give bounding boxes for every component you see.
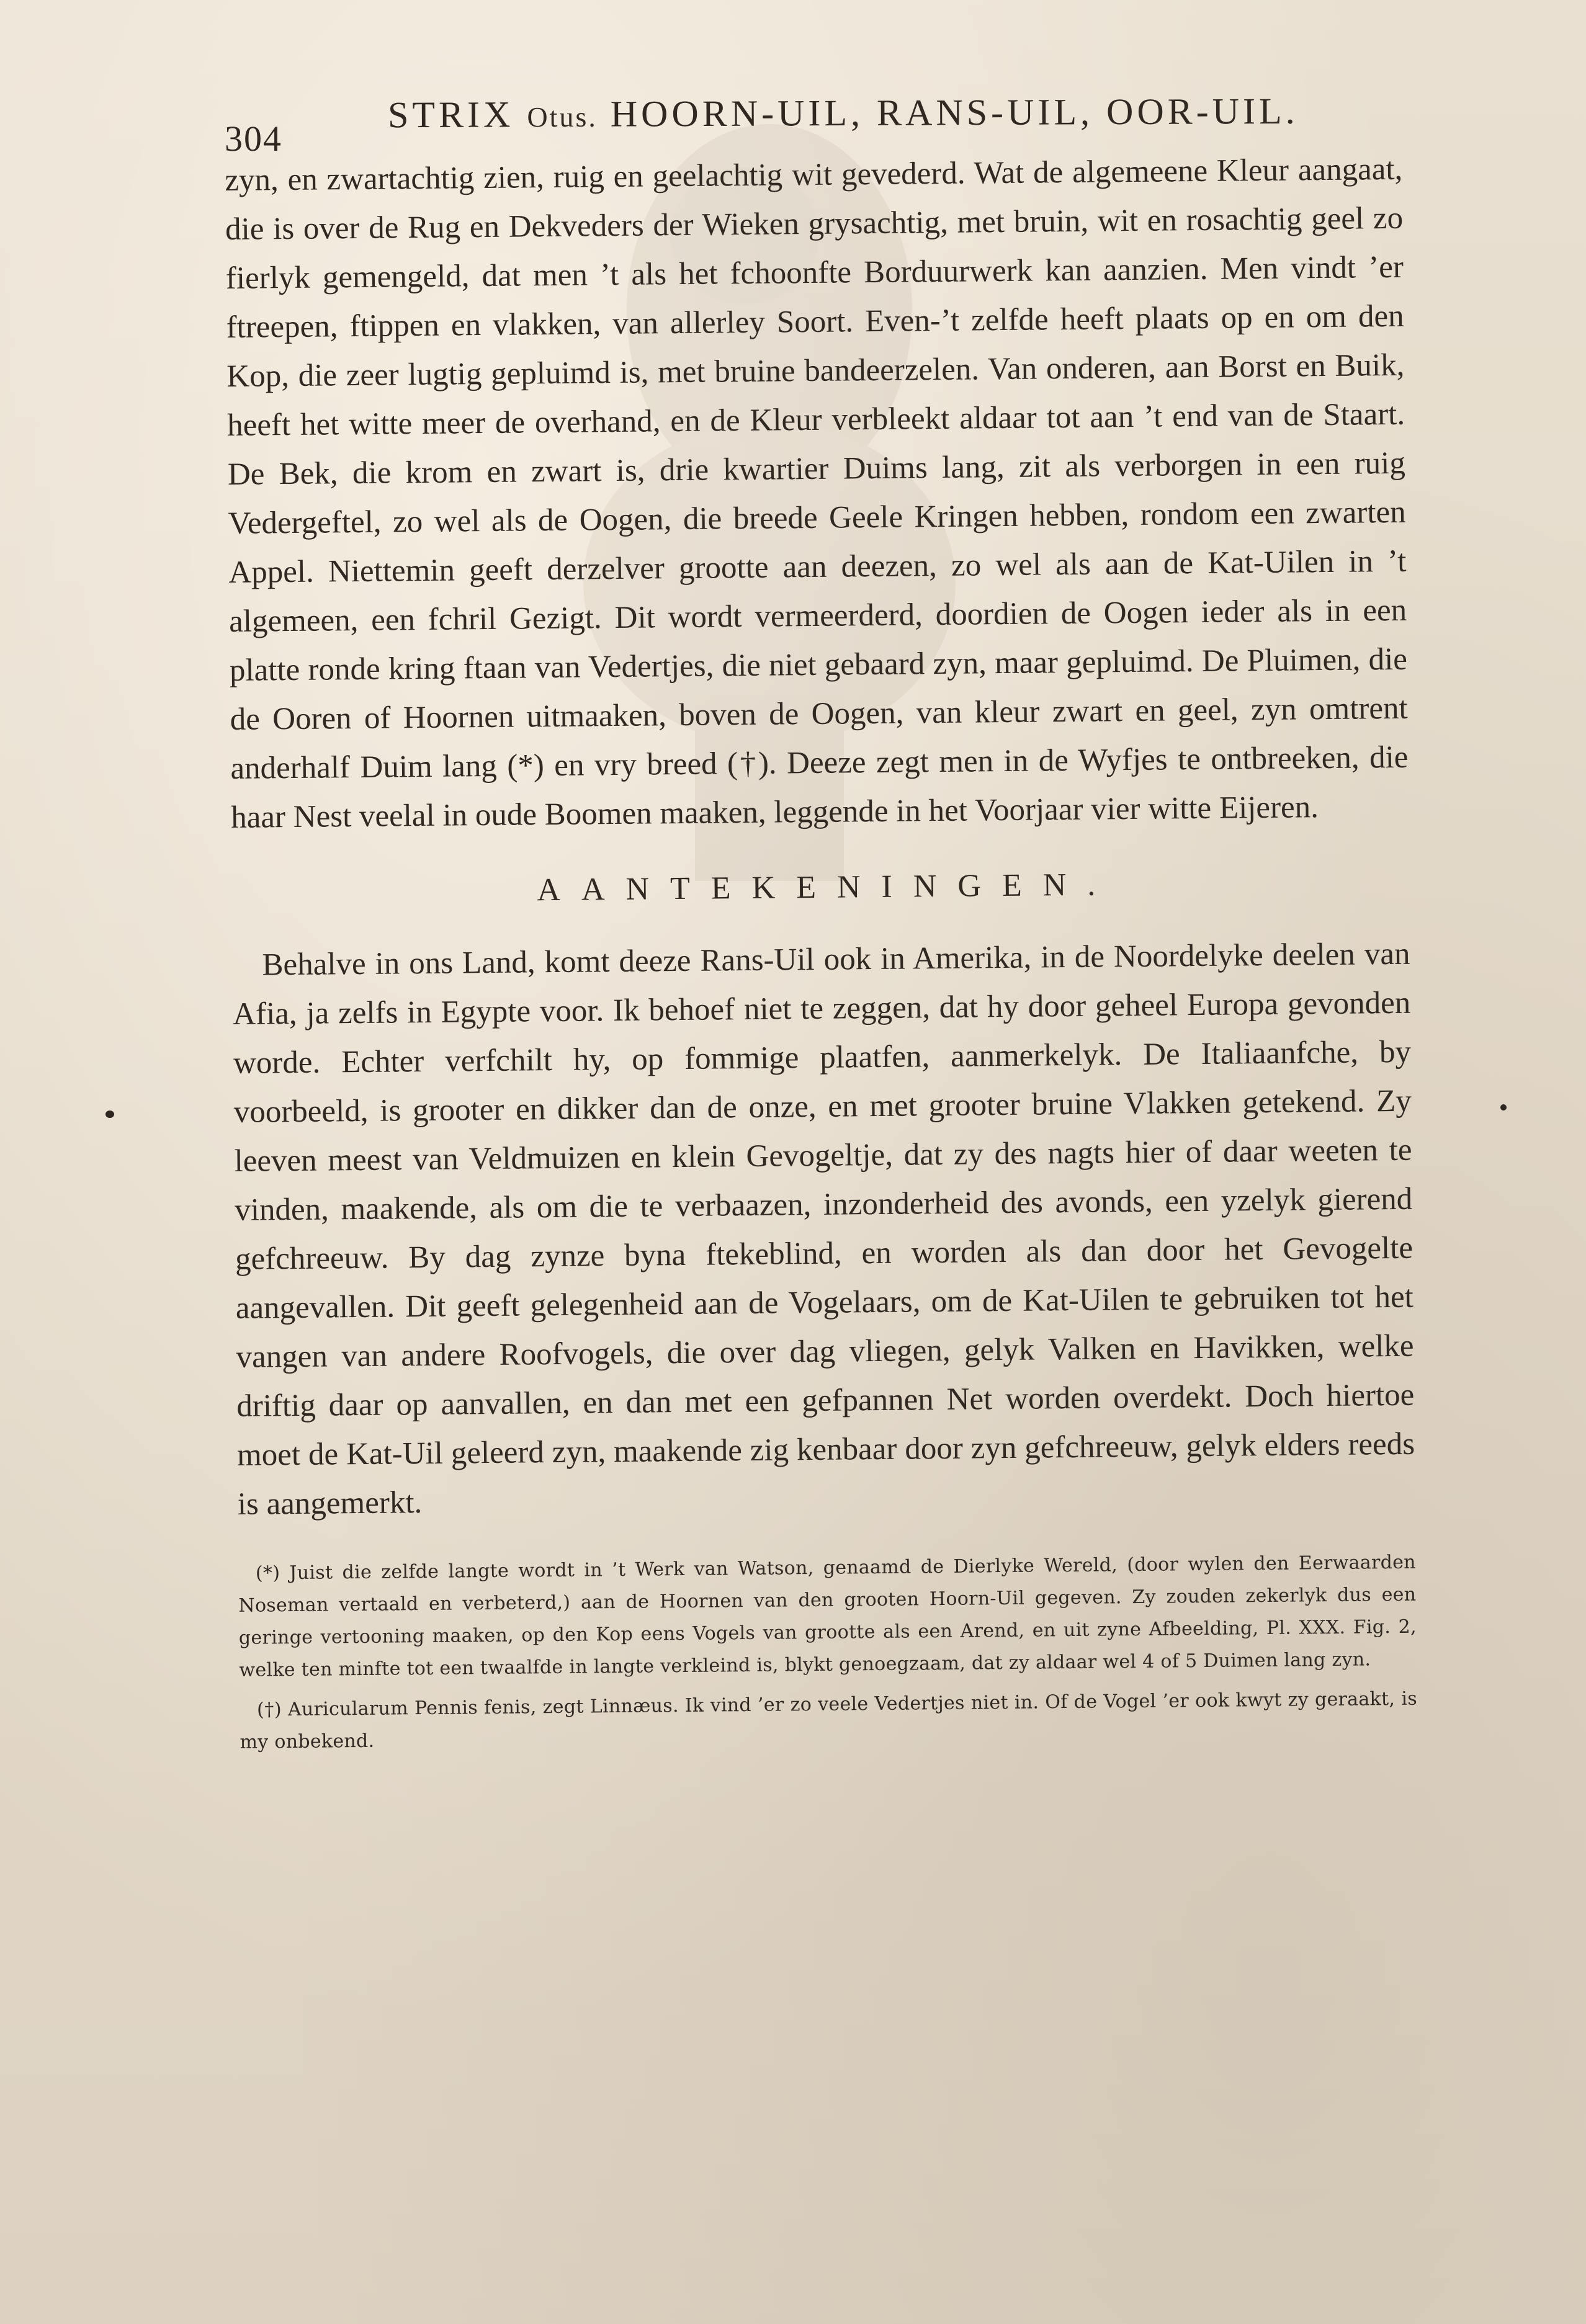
footnote-dagger: (†) Auricularum Pennis fenis, zegt Linnæus. Ik vind ’er zo veele Vedertjes niet in. Of de Vogel ’er ook kwyt zy geraakt, is my onbekend. [240, 1687, 1418, 1753]
main-paragraph: zyn, en zwartachtig zien, ruig en geelachtig wit gevederd. Wat de algemeene Kleur aangaat, die is over de Rug en Dekveders der Wieken grysachtig, met bruin, wit en rosachtig geel zo fierlyk gemengeld, dat men ’t als het fchoonfte Borduurwerk kan aanzien. Men vindt ’er ftreepen, ftippen en vlakken, van allerley Soort. Even-’t zelfde heeft plaats op en om den Kop, die zeer lugtig gepluimd is, met bruine bandeerzelen. Van onderen, aan Borst en Buik, heeft het witte meer de overhand, en de Kleur verbleekt aldaar tot aan ’t end van de Staart. De Bek, die krom en zwart is, drie kwartier Duims lang, zit als verborgen in een ruig Vedergeftel, zo wel als de Oogen, die breede Geele Kringen hebben, rondom een zwarten Appel. Niettemin geeft derzelver grootte aan deezen, zo wel als aan de Kat-Uilen in ’t algemeen, een fchril Gezigt. Dit wordt vermeerderd, doordien de Oogen ieder als in een platte ronde kring ftaan van Vedertjes, die niet gebaard zyn, maar gepluimd. De Pluimen, die de Ooren of Hoornen uitmaaken, boven de Oogen, van kleur zwart en geel, zyn omtrent anderhalf Duim lang (*) en vry breed (†). Deeze zegt men in de Wyfjes te ontbreeken, die haar Nest veelal in oude Boomen maaken, leggende in het Voorjaar vier witte Eijeren. [225, 151, 1409, 835]
running-head [388, 90, 1306, 136]
running-head-names: HOORN-UIL, RANS-UIL, OOR-UIL. [610, 90, 1299, 135]
notes-paragraph: Behalve in ons Land, komt deeze Rans-Uil ook in Amerika, in de Noordelyke deelen van Afia, ja zelfs in Egypte voor. Ik behoef niet te zeggen, dat hy door geheel Europa gevonden worde. Echter verfchilt hy, op fommige plaatfen, aanmerkelyk. De Italiaanfche, by voorbeeld, is grooter en dikker dan de onze, en met grooter bruine Vlakken getekend. Zy leeven meest van Veldmuizen en klein Gevogeltje, dat zy des nagts hier of daar weeten te vinden, maakende, als om die te verbaazen, inzonderheid des avonds, een yzelyk gierend gefchreeuw. By dag zynze byna ftekeblind, en worden als dan door het Gevogelte aangevallen. Dit geeft gelegenheid aan de Vogelaars, om de Kat-Uilen te gebruiken tot het vangen van andere Roofvogels, die over dag vliegen, gelyk Valken en Havikken, welke driftig daar op aanvallen, en dan met een gefpannen Net worden overdekt. Doch hiertoe moet de Kat-Uil geleerd zyn, maakende zig kenbaar door zyn gefchreeuw, gelyk elders reeds is aangemerkt. [233, 936, 1415, 1522]
text-block [225, 145, 1418, 1759]
page-number: 304 [225, 118, 282, 159]
running-head-species: Otus. [527, 101, 598, 133]
running-head-genus: STRIX [387, 94, 514, 136]
footnotes [238, 1547, 1418, 1759]
section-heading: AANTEKENINGEN. [537, 867, 1117, 908]
ink-speck-left [105, 1111, 114, 1118]
ink-speck-right [1500, 1104, 1507, 1111]
footnote-asterisk: (*) Juist die zelfde langte wordt in ’t Werk van Watson, genaamd de Dierlyke Wereld, (door wylen den Eerwaarden Noseman vertaald en verbeterd,) aan de Hoornen van den grooten Hoorn-Uil gegeven. Zy zouden zekerlyk dus een geringe vertooning maaken, op den Kop eens Vogels van grootte als een Arend, en uit zyne Afbeelding, Pl. XXX. Fig. 2, welke ten minfte tot een twaalfde in langte verkleind is, blykt genoegzaam, dat zy aldaar wel 4 of 5 Duimen lang zyn. [238, 1551, 1417, 1681]
